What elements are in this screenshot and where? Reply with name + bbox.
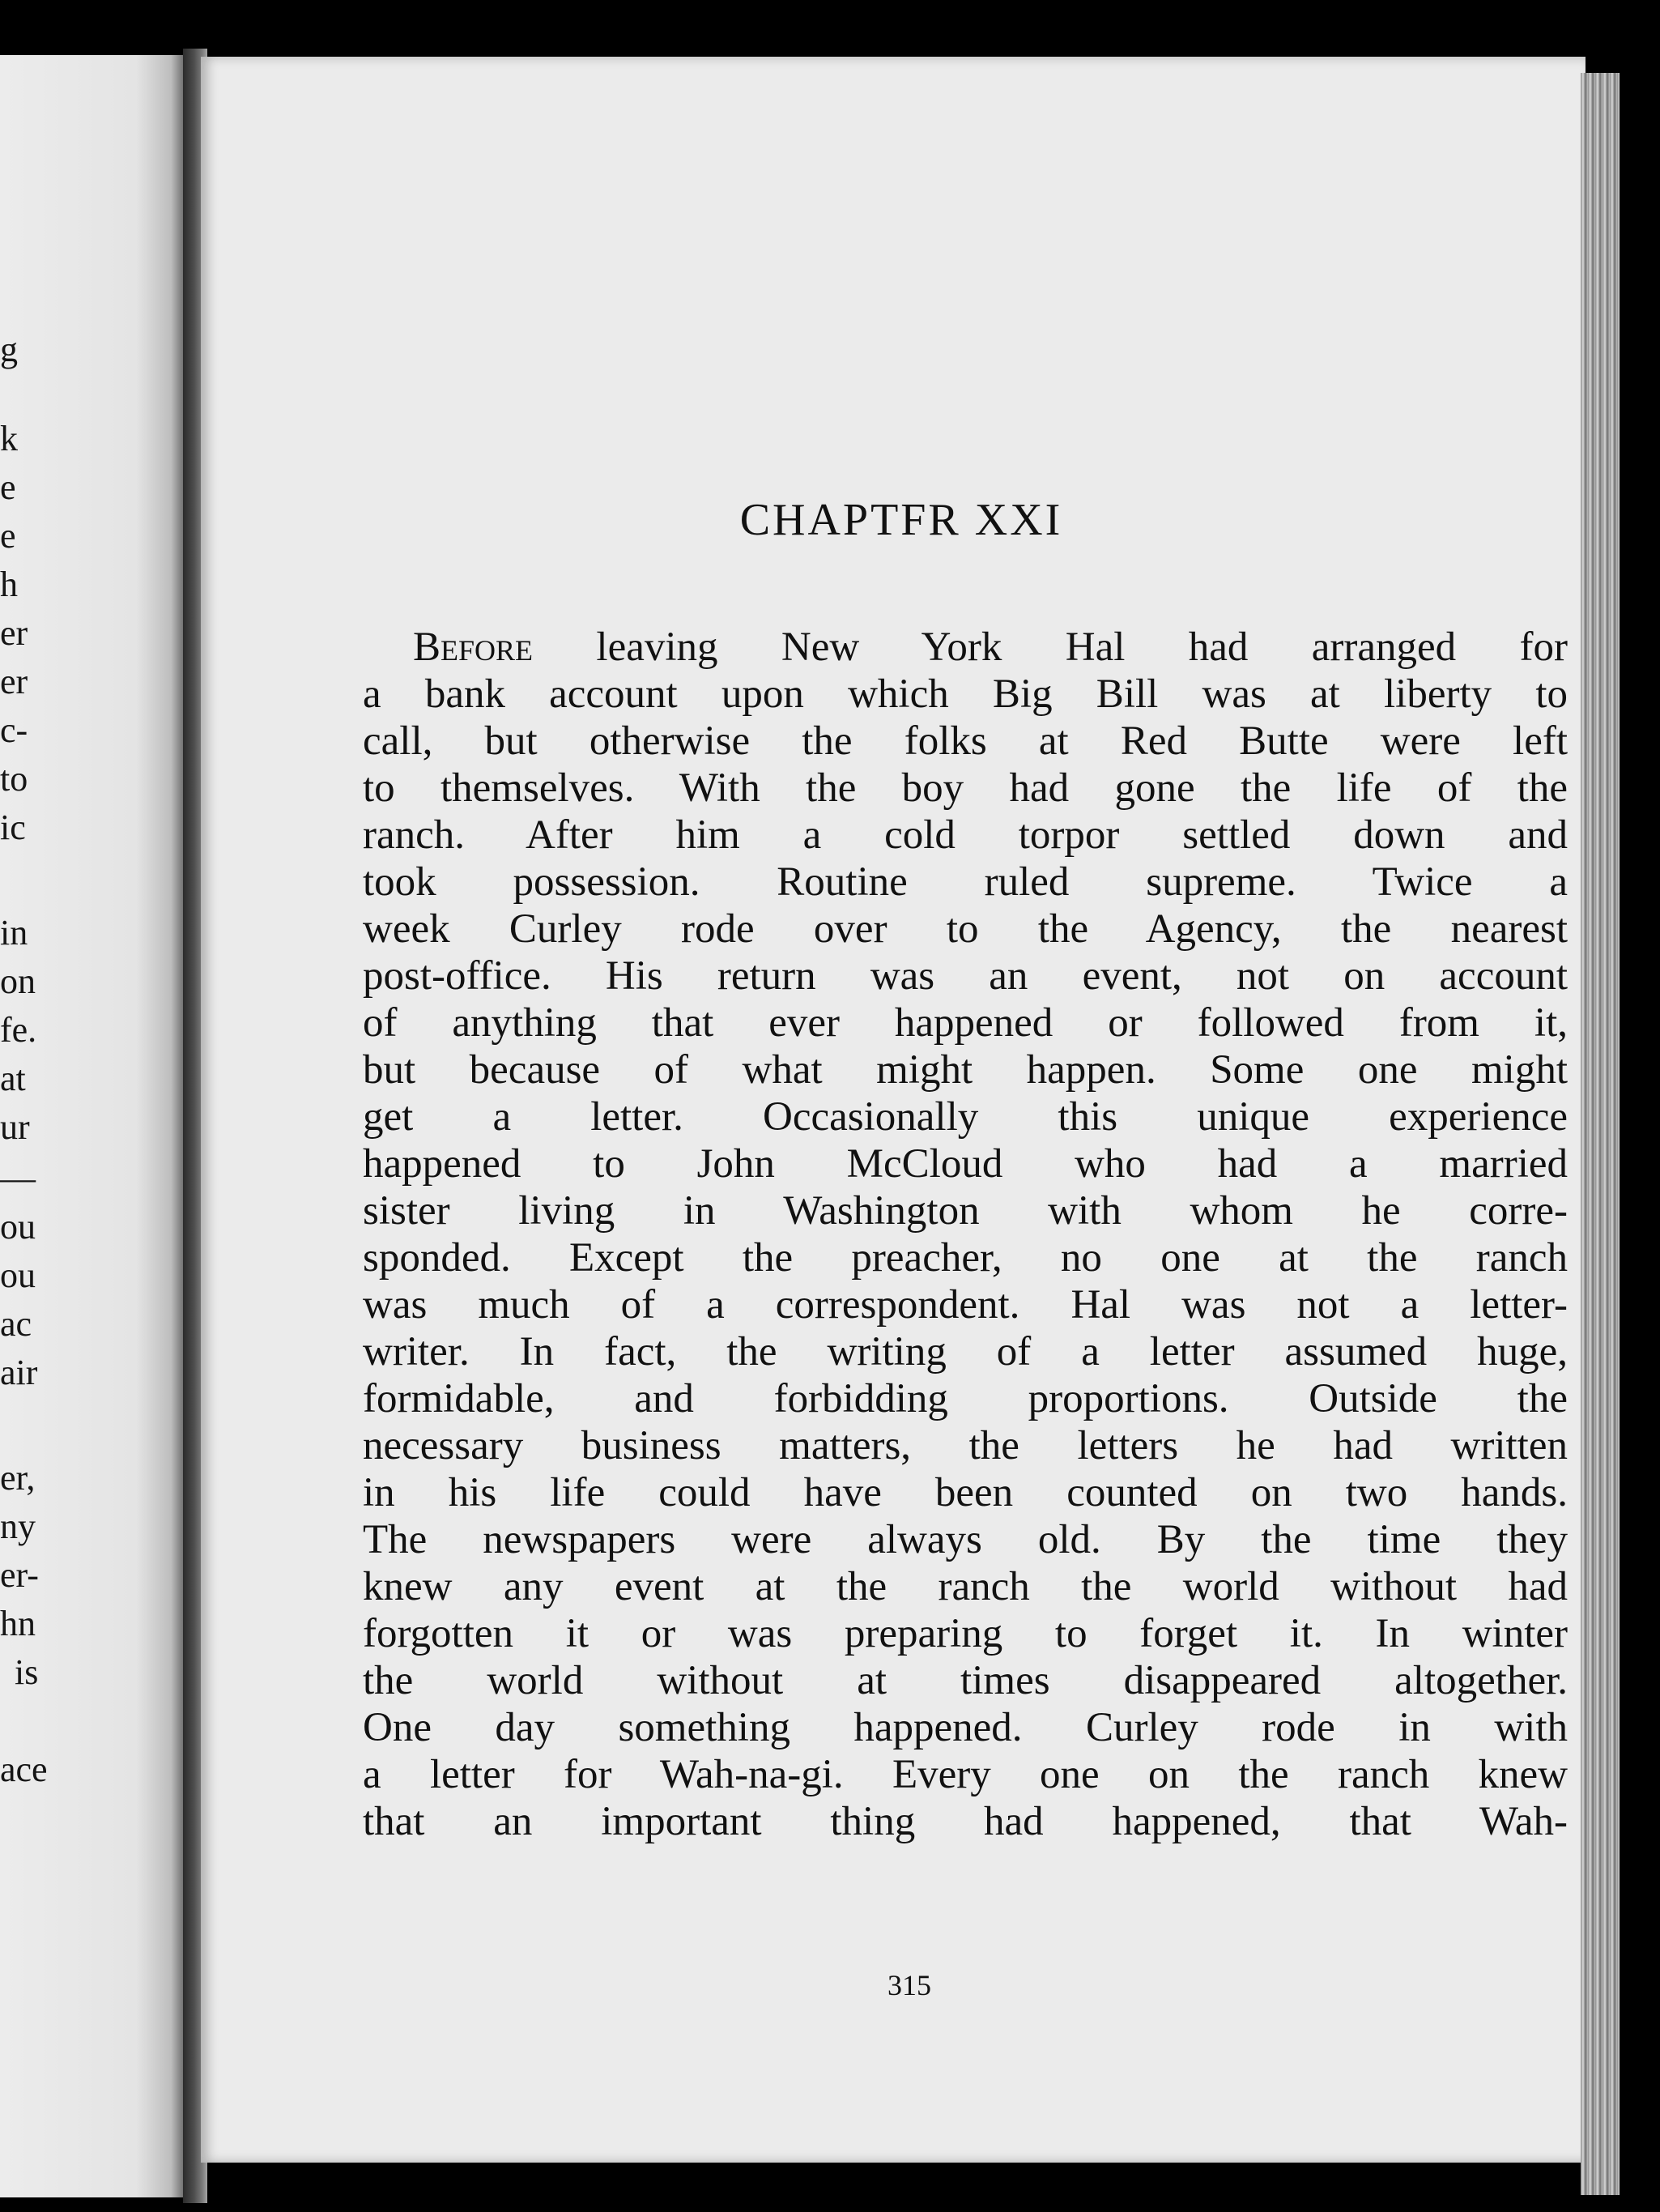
prev-line-fragment: hn [0,1604,36,1643]
text-line: but because of what might happen. Some one might [363,1047,1568,1093]
prev-line-fragment: at [0,1059,26,1098]
prev-line-fragment: ur [0,1107,30,1147]
text-line-rest: leaving New York Hal had arranged for [533,624,1568,670]
prev-line-fragment: fe. [0,1010,37,1050]
text-line [363,624,1568,671]
text-line: knew any event at the ranch the world without had [363,1564,1568,1609]
prev-line-fragment: er- [0,1555,39,1595]
text-line: sponded. Except the preacher, no one at the ranch [363,1235,1568,1281]
chapter-title: CHAPTFR XXI [739,495,1063,545]
text-line: of anything that ever happened or followed from it, [363,1000,1568,1046]
prev-line-fragment: ou [0,1207,36,1247]
text-line: sister living in Washington with whom he corre- [363,1188,1568,1234]
text-line: happened to John McCloud who had a married [363,1141,1568,1187]
page-edges [1581,73,1620,2195]
prev-line-fragment: c- [0,710,28,750]
text-line: was much of a correspondent. Hal was not a letter- [363,1282,1568,1328]
text-line: call, but otherwise the folks at Red Butte were left [363,718,1568,764]
prev-line-fragment: g [0,330,18,369]
prev-line-fragment: on [0,961,36,1001]
text-line: The newspapers were always old. By the time they [363,1517,1568,1562]
prev-line-fragment: ace [0,1750,48,1789]
prev-line-fragment: ou [0,1255,36,1295]
prev-line-fragment: in [0,913,28,953]
previous-page-text [0,55,194,2197]
text-line: formidable, and forbidding proportions. Outside the [363,1376,1568,1421]
prev-line-fragment: e [0,516,16,556]
text-line: that an important thing had happened, that Wah- [363,1799,1568,1844]
book-page [201,57,1586,2163]
text-line: to themselves. With the boy had gone the life of the [363,765,1568,811]
prev-line-fragment: ic [0,808,26,847]
prev-line-fragment: er, [0,1458,36,1498]
text-line: a letter for Wah-na-gi. Every one on the ranch knew [363,1752,1568,1797]
prev-line-fragment: er [0,613,28,653]
text-line: post-office. His return was an event, not on account [363,953,1568,999]
previous-page [0,55,194,2197]
text-line: took possession. Routine ruled supreme. Twice a [363,859,1568,905]
text-line: One day something happened. Curley rode in with [363,1705,1568,1750]
lead-word: Before [413,624,534,670]
text-line: get a letter. Occasionally this unique experience [363,1094,1568,1140]
prev-line-fragment: er [0,662,28,701]
prev-line-fragment: to [0,759,28,799]
text-line: week Curley rode over to the Agency, the nearest [363,906,1568,952]
prev-line-fragment: — [0,1158,36,1198]
chapter-paragraph [363,624,1568,1845]
prev-line-fragment: ny [0,1507,36,1546]
prev-line-fragment: h [0,565,18,604]
prev-line-fragment: ac [0,1304,32,1344]
text-line: necessary business matters, the letters he had written [363,1423,1568,1468]
text-line: a bank account upon which Big Bill was at liberty to [363,671,1568,717]
prev-line-fragment: k [0,419,18,458]
text-line: the world without at times disappeared altogether. [363,1658,1568,1703]
text-line: in his life could have been counted on two hands. [363,1470,1568,1515]
prev-line-fragment: air [0,1353,38,1392]
text-line: forgotten it or was preparing to forget it. In winter [363,1611,1568,1656]
text-line: writer. In fact, the writing of a letter assumed huge, [363,1329,1568,1375]
page-number: 315 [887,1969,931,2001]
text-line: ranch. After him a cold torpor settled down and [363,812,1568,858]
prev-line-fragment: is [15,1652,39,1692]
prev-line-fragment: e [0,467,16,507]
